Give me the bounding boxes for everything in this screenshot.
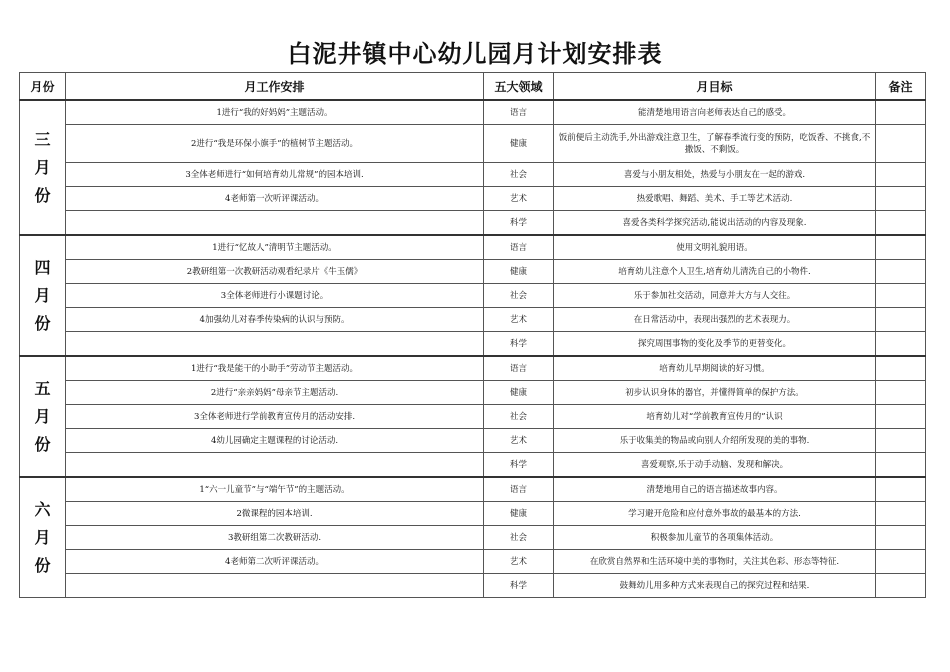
goal-cell: 使用文明礼貌用语。 [554, 235, 876, 260]
work-cell: 2进行“亲亲妈妈”母亲节主题活动. [66, 381, 484, 405]
table-row [20, 526, 926, 550]
table-row [20, 100, 926, 125]
work-cell: 4加强幼儿对春季传染病的认识与预防。 [66, 308, 484, 332]
work-cell: 3全体老师进行“如何培育幼儿常规”的园本培训. [66, 163, 484, 187]
note-cell [876, 163, 926, 187]
work-cell: 1进行“忆故人”清明节主题活动。 [66, 235, 484, 260]
table-row [20, 356, 926, 381]
month-label: 三月份 [34, 129, 51, 205]
note-cell [876, 550, 926, 574]
table-row [20, 163, 926, 187]
table-row [20, 502, 926, 526]
note-cell [876, 100, 926, 125]
work-cell: 2微课程的园本培训. [66, 502, 484, 526]
note-cell [876, 453, 926, 478]
note-cell [876, 284, 926, 308]
goal-cell: 在欣赏自然界和生活环境中美的事物时，关注其色彩、形态等特征. [554, 550, 876, 574]
table-row [20, 332, 926, 357]
header-row [20, 73, 926, 101]
domain-cell: 社会 [484, 405, 554, 429]
table-row [20, 429, 926, 453]
table-row [20, 405, 926, 429]
goal-cell: 能清楚地用语言向老师表达自己的感受。 [554, 100, 876, 125]
table-row [20, 453, 926, 478]
domain-cell: 科学 [484, 574, 554, 598]
goal-cell: 初步认识身体的器官，并懂得简单的保护方法。 [554, 381, 876, 405]
domain-cell: 科学 [484, 332, 554, 357]
header-month: 月份 [20, 73, 66, 101]
work-cell: 2教研组第一次教研活动观看纪录片《牛玉儒》 [66, 260, 484, 284]
note-cell [876, 125, 926, 163]
table-row [20, 308, 926, 332]
note-cell [876, 429, 926, 453]
month-cell [20, 477, 66, 598]
work-cell: 4幼儿园确定主题课程的讨论活动. [66, 429, 484, 453]
note-cell [876, 381, 926, 405]
work-cell: 1进行“我是能干的小助手”劳动节主题活动。 [66, 356, 484, 381]
header-work: 月工作安排 [66, 73, 484, 101]
work-cell: 4老师第二次听评课活动。 [66, 550, 484, 574]
goal-cell: 饭前便后主动洗手,外出游戏注意卫生，了解春季流行变的预防，吃饭香、不挑食,不撒饭、不剩饭。 [554, 125, 876, 163]
note-cell [876, 526, 926, 550]
table-row [20, 574, 926, 598]
header-note: 备注 [876, 73, 926, 101]
goal-cell: 探究周围事物的变化及季节的更替变化。 [554, 332, 876, 357]
note-cell [876, 260, 926, 284]
note-cell [876, 502, 926, 526]
work-cell [66, 211, 484, 236]
table-row [20, 381, 926, 405]
domain-cell: 健康 [484, 260, 554, 284]
domain-cell: 艺术 [484, 429, 554, 453]
goal-cell: 乐于收集美的物品或向别人介绍所发现的美的事物. [554, 429, 876, 453]
note-cell [876, 405, 926, 429]
note-cell [876, 356, 926, 381]
goal-cell: 培育幼儿对“学前教育宣传月的”认识 [554, 405, 876, 429]
note-cell [876, 235, 926, 260]
domain-cell: 科学 [484, 211, 554, 236]
domain-cell: 科学 [484, 453, 554, 478]
goal-cell: 鼓舞幼儿用多种方式来表现自己的探究过程和结果. [554, 574, 876, 598]
work-cell [66, 574, 484, 598]
domain-cell: 艺术 [484, 187, 554, 211]
domain-cell: 社会 [484, 284, 554, 308]
work-cell: 4老师第一次听评课活动。 [66, 187, 484, 211]
domain-cell: 社会 [484, 526, 554, 550]
month-label: 四月份 [34, 257, 51, 333]
note-cell [876, 308, 926, 332]
table-row [20, 125, 926, 163]
month-cell [20, 235, 66, 356]
plan-table-body [20, 100, 926, 598]
plan-table [19, 72, 926, 598]
domain-cell: 社会 [484, 163, 554, 187]
month-cell [20, 356, 66, 477]
table-row [20, 260, 926, 284]
domain-cell: 健康 [484, 125, 554, 163]
work-cell: 3教研组第二次教研活动. [66, 526, 484, 550]
goal-cell: 清楚地用自己的语言描述故事内容。 [554, 477, 876, 502]
goal-cell: 学习避开危险和应付意外事故的最基本的方法. [554, 502, 876, 526]
work-cell: 3全体老师进行学前教育宣传月的活动安排. [66, 405, 484, 429]
work-cell: 2进行“我是环保小旗手”的植树节主题活动。 [66, 125, 484, 163]
domain-cell: 健康 [484, 381, 554, 405]
domain-cell: 语言 [484, 100, 554, 125]
note-cell [876, 332, 926, 357]
work-cell: 3全体老师进行小课题讨论。 [66, 284, 484, 308]
table-row [20, 550, 926, 574]
domain-cell: 艺术 [484, 308, 554, 332]
goal-cell: 在日常活动中，表现出强烈的艺术表现力。 [554, 308, 876, 332]
domain-cell: 语言 [484, 235, 554, 260]
work-cell: 1进行“我的好妈妈”主题活动。 [66, 100, 484, 125]
table-row [20, 235, 926, 260]
note-cell [876, 477, 926, 502]
month-cell [20, 100, 66, 235]
table-row [20, 477, 926, 502]
table-row [20, 211, 926, 236]
table-row [20, 187, 926, 211]
month-label: 六月份 [34, 499, 51, 575]
goal-cell: 培育幼儿早期阅读的好习惯。 [554, 356, 876, 381]
header-goal: 月目标 [554, 73, 876, 101]
note-cell [876, 211, 926, 236]
work-cell [66, 453, 484, 478]
goal-cell: 喜爱各类科学探究活动,能说出活动的内容及现象. [554, 211, 876, 236]
domain-cell: 健康 [484, 502, 554, 526]
goal-cell: 乐于参加社交活动，同意并大方与人交往。 [554, 284, 876, 308]
table-row [20, 284, 926, 308]
goal-cell: 培育幼儿注意个人卫生,培育幼儿清洗自己的小物件. [554, 260, 876, 284]
note-cell [876, 574, 926, 598]
month-label: 五月份 [34, 378, 51, 454]
goal-cell: 积极参加儿童节的各项集体活动。 [554, 526, 876, 550]
header-domain: 五大领域 [484, 73, 554, 101]
goal-cell: 喜爱与小朋友相处，热爱与小朋友在一起的游戏. [554, 163, 876, 187]
domain-cell: 语言 [484, 356, 554, 381]
domain-cell: 语言 [484, 477, 554, 502]
work-cell [66, 332, 484, 357]
goal-cell: 热爱歌唱、舞蹈、美术、手工等艺术活动. [554, 187, 876, 211]
page-title: 白泥井镇中心幼儿园月计划安排表 [287, 40, 663, 68]
goal-cell: 喜爱观察,乐于动手动脑、发现和解决。 [554, 453, 876, 478]
work-cell: 1“六一儿童节”与“端午节”的主题活动。 [66, 477, 484, 502]
note-cell [876, 187, 926, 211]
domain-cell: 艺术 [484, 550, 554, 574]
